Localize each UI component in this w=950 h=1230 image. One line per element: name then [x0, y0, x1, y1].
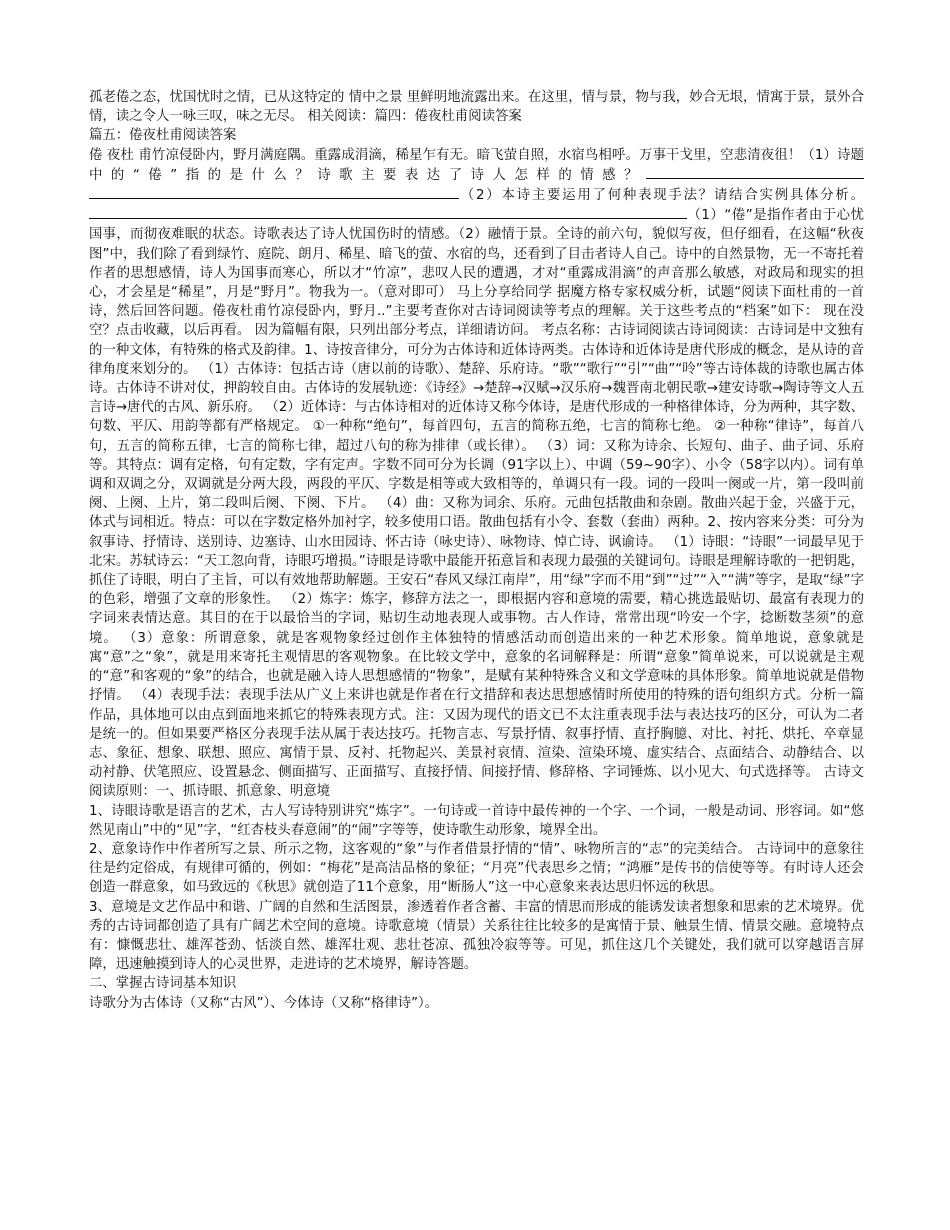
point-1-poem-eye: 1、诗眼诗歌是语言的艺术，古人写诗特别讲究“炼字”。一句诗或一首诗中最传神的一个字、一个词，一般是动词、形容词。如“悠然见南山”中的“见”字，“红杏枝头春意闹”的“闹”字等等，使诗歌生动形象，境界全出。: [89, 803, 864, 838]
point-3-artistic-conception: 3、意境是文艺作品中和谐、广阔的自然和生活图景，渗透着作者含蓄、丰富的情思而形成的能诱发读者想象和思索的艺术境界。优秀的古诗词都创造了具有广阔艺术空间的意境。诗歌意境（情景）关系往往比较多的是寓情于景、触景生情、情景交融。意境特点有：慷慨悲壮、雄浑苍劲、恬淡自然、雄浑壮观、悲壮苍凉、孤独冷寂等等。可见，抓住这几个关键处，我们就可以穿越语言屏障，迅速触摸到诗人的心灵世界，走进诗的艺术境界，解诗答题。: [89, 899, 864, 973]
answer-blank-2: [89, 205, 687, 219]
point-2-imagery: 2、意象诗作中作者所写之景、所示之物，这客观的“象”与作者借景抒情的“情”、咏物所言的“志”的完美结合。 古诗词中的意象往往是约定俗成，有规律可循的，例如：“梅花”是高洁品格的象征；“月亮”代表思乡之情；“鸿雁”是传书的信使等等。有时诗人还会创造一群意象，如马致远的《秋思》就创造了11个意象，用“断肠人”这一中心意象来表达思归怀远的秋思。: [89, 841, 864, 896]
question-2: （2）本诗主要运用了何种表现手法？请结合实例具体分析。: [459, 188, 864, 204]
answer-and-analysis: （1）“倦”是指作者由于心忧国事，而彻夜难眠的状态。诗歌表达了诗人忧国伤时的情感。（2）融情于景。全诗的前六句，貌似写夜，但仔细看，在这幅“秋夜图”中，我们除了看到绿竹、庭院、朗月、稀星、暗飞的萤、水宿的鸟，还看到了目击者诗人自己。诗中的自然景物，无一不寄托着作者的思想感情，诗人为国事而寒心，所以才“竹凉”，悲叹人民的遭遇，才对“重露成涓滴”的声音那么敏感，对政局和现实的担心，才会星是“稀星”，月是“野月”。物我为一。（意对即可） 马上分享给同学 据魔方格专家权威分析，试题“阅读下面杜甫的一首诗，然后回答问题。倦夜杜甫竹凉侵卧内，野月..”主要考查你对古诗词阅读等考点的理解。关于这些考点的“档案”如下： 现在没空？点击收藏，以后再看。 因为篇幅有限，只列出部分考点，详细请访问。 考点名称：古诗词阅读古诗词阅读：古诗词是中文独有的一种文体，有特殊的格式及韵律。1、诗按音律分，可分为古体诗和近体诗两类。古体诗和近体诗是唐代形成的概念，是从诗的音律角度来划分的。 （1）古体诗：包括古诗（唐以前的诗歌）、楚辞、乐府诗。“歌”“歌行”“引”“曲”“呤”等古诗体裁的诗歌也属古体诗。古体诗不讲对仗，押韵较自由。古体诗的发展轨迹：《诗经》→楚辞→汉赋→汉乐府→魏晋南北朝民歌→建安诗歌→陶诗等文人五言诗→唐代的古风、新乐府。 （2）近体诗：与古体诗相对的近体诗又称今体诗，是唐代形成的一种格律体诗，分为两种，其字数、句数、平仄、用韵等都有严格规定。 ①一种称“绝句”，每首四句，五言的简称五绝，七言的简称七绝。 ②一种称“律诗”，每首八句，五言的简称五律，七言的简称七律，超过八句的称为排律（或长律）。 （3）词：又称为诗余、长短句、曲子、曲子词、乐府等。其特点：调有定格，句有定数，字有定声。字数不同可分为长调（91字以上）、中调（59~90字）、小令（58字以内）。词有单调和双调之分，双调就是分两大段，两段的平仄、字数是相等或大致相等的，单调只有一段。词的一段叫一阕或一片，第一段叫前阕、上阕、上片，第二段叫后阕、下阕、下片。 （4）曲：又称为词余、乐府。元曲包括散曲和杂剧。散曲兴起于金，兴盛于元，体式与词相近。特点：可以在字数定格外加衬字，较多使用口语。散曲包括有小令、套数（套曲）两种。2、按内容来分类：可分为叙事诗、抒情诗、送别诗、边塞诗、山水田园诗、怀古诗（咏史诗）、咏物诗、悼亡诗、讽谕诗。 （1）诗眼：“诗眼”一词最早见于北宋。苏轼诗云：“天工忽向背，诗眼巧增损。”诗眼是诗歌中最能开拓意旨和表现力最强的关键词句。诗眼是理解诗歌的一把钥匙，抓住了诗眼，明白了主旨，可以有效地帮助解题。王安石“春风又绿江南岸”，用“绿”字而不用“到”“过”“入”“满”等字，是取“绿”字的色彩，增强了文章的形象性。 （2）炼字：炼字，修辞方法之一，即根据内容和意境的需要，精心挑选最贴切、最富有表现力的字词来表情达意。其目的在于以最恰当的字词，贴切生动地表现人或事物。古人作诗，常常出现“吟安一个字，捻断数茎须”的意境。 （3）意象：所谓意象，就是客观物象经过创作主体独特的情感活动而创造出来的一种艺术形象。简单地说，意象就是寓“意”之“象”，就是用来寄托主观情思的客观物象。在比较文学中，意象的名词解释是：所谓“意象”简单说来，可以说就是主观的“意”和客观的“象”的结合，也就是融入诗人思想感情的“物象”，是赋有某种特殊含义和文学意味的具体形象。简单地说就是借物抒情。 （4）表现手法：表现手法从广义上来讲也就是作者在行文措辞和表达思想感情时所使用的特殊的语句组织方式。分析一篇作品，具体地可以由点到面地来抓它的特殊表现方式。注：又因为现代的语文已不太注重表现手法与表达技巧的区分，可认为二者是统一的。但如果要严格区分表现手法从属于表达技巧。托物言志、写景抒情、叙事抒情、直抒胸臆、对比、衬托、烘托、卒章显志、象征、想象、联想、照应、寓情于景、反衬、托物起兴、美景衬哀情、渲染、渲染环境、虚实结合、点面结合、动静结合、以动衬静、伏笔照应、设置悬念、侧面描写、正面描写、直接抒情、间接抒情、修辞格、字词锤炼、以小见大、句式选择等。 古诗文阅读原则：一、抓诗眼、抓意象、明意境: [89, 208, 864, 800]
intro-paragraph: 孤老倦之态，忧国忧时之情，已从这特定的 情中之景 里鲜明地流露出来。在这里，情与景，物与我，妙合无垠，情寓于景，景外合情，读之令人一咏三叹，味之无尽。 相关阅读：篇四：倦夜杜甫阅读答案: [89, 90, 864, 125]
answer-blank-1b: [89, 185, 459, 199]
poem-and-question-1: [89, 146, 864, 802]
poem-text: 倦 夜杜 甫竹凉侵卧内，野月满庭隅。重露成涓滴，稀星乍有无。暗飞萤自照，水宿鸟相呼。万事干戈里，空悲清夜徂！（1）诗题中的“倦”指的是什么？诗歌主要表达了诗人怎样的情感？: [89, 147, 864, 183]
section-5-title: 篇五：倦夜杜甫阅读答案: [89, 128, 237, 144]
answer-blank-1a: [646, 165, 864, 179]
section-2-title: 二、掌握古诗词基本知识: [89, 976, 237, 992]
closing-line: 诗歌分为古体诗（又称“古风”）、今体诗（又称“格律诗”）。: [89, 995, 439, 1011]
